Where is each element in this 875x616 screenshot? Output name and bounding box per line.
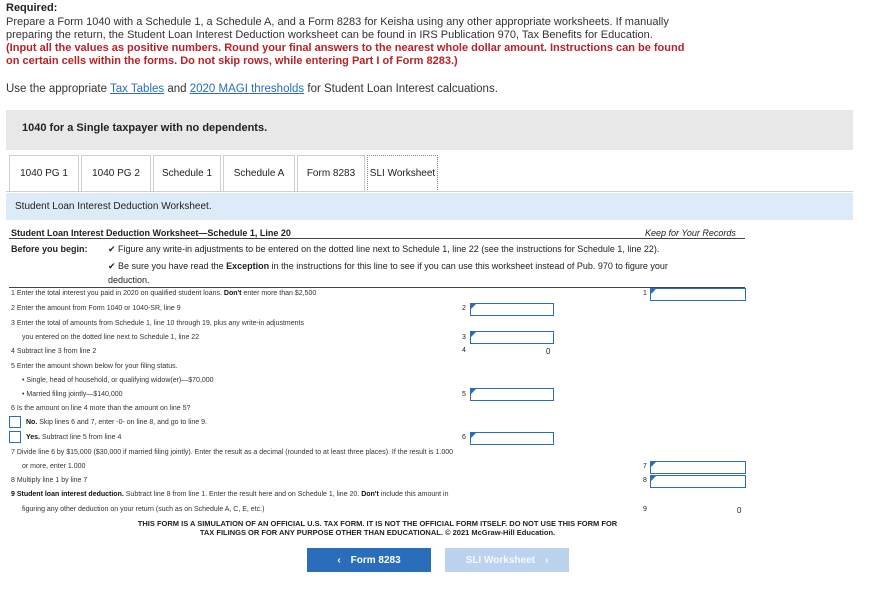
reference-mid: and bbox=[167, 83, 187, 95]
line-3-text-b: you entered on the dotted line next to Schedule 1, line 22 bbox=[22, 334, 200, 341]
line-7-text-b: or more, enter 1.000 bbox=[22, 463, 86, 470]
chevron-right-icon: › bbox=[544, 554, 549, 566]
tab-form-8283[interactable]: Form 8283 bbox=[297, 155, 365, 192]
before-check-2-cont: deduction. bbox=[108, 275, 150, 285]
line-8-number: 8 bbox=[643, 477, 647, 484]
line-6-text: 6 Is the amount on line 4 more than the amount on line 5? bbox=[11, 405, 191, 412]
line-6-yes-text: Subtract line 5 from line 4 bbox=[41, 434, 122, 441]
worksheet-top-rule bbox=[9, 238, 745, 239]
line-9-text-c: Subtract line 8 from line 1. Enter the result here and on Schedule 1, line 20. bbox=[125, 491, 360, 498]
line-9-text-cont: figuring any other deduction on your return (such as on Schedule A, C, E, etc.) bbox=[22, 506, 265, 513]
line-6-no-checkbox[interactable] bbox=[9, 416, 21, 428]
previous-form-8283-button[interactable] bbox=[307, 548, 431, 572]
line-6-no-label bbox=[26, 419, 207, 426]
line-4-number: 4 bbox=[462, 347, 466, 354]
line-1-dont: Don't bbox=[223, 290, 242, 297]
tab-divider bbox=[6, 191, 853, 192]
reference-suffix: for Student Loan Interest calcuations. bbox=[307, 83, 498, 95]
line-9-dont: Don't bbox=[361, 491, 379, 498]
tab-1040-pg-1[interactable]: 1040 PG 1 bbox=[9, 155, 79, 192]
scenario-caption-box bbox=[6, 110, 853, 150]
tax-tables-link[interactable]: Tax Tables bbox=[110, 83, 165, 95]
line-6-input[interactable] bbox=[470, 432, 554, 445]
line-1-input[interactable] bbox=[650, 288, 746, 301]
line-9-label-num: 9 bbox=[11, 491, 15, 498]
chevron-left-icon: ‹ bbox=[337, 554, 341, 566]
tab-schedule-1[interactable]: Schedule 1 bbox=[153, 155, 221, 192]
worksheet-title: Student Loan Interest Deduction Worksheet—Schedule 1, Line 20 bbox=[11, 228, 291, 238]
tab-sli-worksheet[interactable]: SLI Worksheet bbox=[367, 155, 438, 192]
keep-for-records: Keep for Your Records bbox=[645, 228, 736, 238]
reference-links-line bbox=[6, 83, 498, 95]
line-5-option-single: • Single, head of household, or qualifying widow(er)—$70,000 bbox=[22, 377, 214, 384]
line-3-number: 3 bbox=[462, 334, 466, 341]
line-7-number: 7 bbox=[643, 463, 647, 470]
line-2-text: 2 Enter the amount from Form 1040 or 1040-SR, line 9 bbox=[11, 305, 181, 312]
line-4-text: 4 Subtract line 3 from line 2 bbox=[11, 348, 97, 355]
line-6-yes: Yes. bbox=[26, 434, 41, 441]
line-4-value: 0 bbox=[546, 347, 551, 356]
line-6-number: 6 bbox=[462, 434, 466, 441]
line-3-input[interactable] bbox=[470, 331, 554, 344]
line-9-number: 9 bbox=[643, 506, 647, 513]
line-8-input[interactable] bbox=[650, 475, 746, 488]
worksheet-rule bbox=[9, 287, 745, 288]
line-1-text bbox=[11, 290, 316, 297]
line-5-option-married: • Married filing jointly—$140,000 bbox=[22, 391, 123, 398]
check2-text-a: ✔ Be sure you have read the bbox=[108, 261, 224, 271]
required-heading: Required: bbox=[6, 2, 58, 14]
check2-exception: Exception bbox=[226, 261, 270, 271]
line-1-text-a: 1 Enter the total interest you paid in 2020 on qualified student loans. bbox=[11, 290, 222, 297]
line-6-yes-checkbox[interactable] bbox=[9, 431, 21, 443]
instructions-line-2: preparing the return, the Student Loan Interest Deduction worksheet can be found in IRS Publication 970, Tax Benefits for Education. bbox=[6, 29, 653, 41]
next-button-label: SLI Worksheet bbox=[465, 554, 535, 566]
line-9-value: 0 bbox=[737, 506, 742, 515]
reference-prefix: Use the appropriate bbox=[6, 83, 108, 95]
before-check-1: ✔ Figure any write-in adjustments to be entered on the dotted line next to Schedule 1, line 22 (see the instructions for Schedule 1, line 22). bbox=[108, 244, 660, 254]
line-1-number: 1 bbox=[643, 290, 647, 297]
line-6-yes-label bbox=[26, 434, 121, 441]
line-9-text-e: include this amount in bbox=[380, 491, 449, 498]
simulation-notice-1: THIS FORM IS A SIMULATION OF AN OFFICIAL U.S. TAX FORM. IT IS NOT THE OFFICIAL FORM ITSELF. DO NOT USE THIS FORM FOR bbox=[137, 519, 618, 528]
magi-thresholds-link[interactable]: 2020 MAGI thresholds bbox=[189, 83, 305, 95]
line-5-number: 5 bbox=[462, 391, 466, 398]
next-sli-worksheet-button[interactable] bbox=[445, 548, 569, 572]
tab-1040-pg-2[interactable]: 1040 PG 2 bbox=[81, 155, 151, 192]
section-title: Student Loan Interest Deduction Worksheet. bbox=[15, 201, 212, 212]
line-6-no-text: Skip lines 6 and 7, enter -0- on line 8, and go to line 9. bbox=[39, 419, 207, 426]
before-check-2 bbox=[108, 261, 668, 272]
instructions-note-line-1: (Input all the values as positive numbers. Round your final answers to the nearest whole dollar amount. Instructions can be found bbox=[6, 42, 685, 54]
line-2-number: 2 bbox=[462, 305, 466, 312]
scenario-caption: 1040 for a Single taxpayer with no dependents. bbox=[22, 122, 268, 134]
instructions-line-1: Prepare a Form 1040 with a Schedule 1, a Schedule A, and a Form 8283 for Keisha using any other appropriate worksheets. If manually bbox=[6, 16, 669, 28]
check2-text-c: in the instructions for this line to see if you can use this worksheet instead of Pub. 970 to figure your bbox=[271, 261, 668, 271]
simulation-notice-2: TAX FILINGS OR FOR ANY PURPOSE OTHER THAN EDUCATIONAL. © 2021 McGraw-Hill Education. bbox=[199, 528, 556, 537]
line-3-text-a: 3 Enter the total of amounts from Schedule 1, line 10 through 19, plus any write-in adjustments bbox=[11, 320, 304, 327]
line-5-input[interactable] bbox=[470, 388, 554, 401]
before-you-begin-label: Before you begin: bbox=[11, 244, 88, 254]
line-7-text-a: 7 Divide line 6 by $15,000 ($30,000 if married filing jointly). Enter the result as a decimal (rounded to at least three places). If the result is 1.000 bbox=[11, 449, 454, 456]
tab-schedule-a[interactable]: Schedule A bbox=[223, 155, 295, 192]
line-9-text bbox=[11, 491, 448, 498]
line-2-input[interactable] bbox=[470, 303, 554, 316]
line-9-heading: Student loan interest deduction. bbox=[16, 491, 124, 498]
line-8-text: 8 Multiply line 1 by line 7 bbox=[11, 477, 88, 484]
line-5-text: 5 Enter the amount shown below for your filing status. bbox=[11, 363, 178, 370]
line-1-text-c: enter more than $2,500 bbox=[243, 290, 317, 297]
line-7-input[interactable] bbox=[650, 461, 746, 474]
section-header bbox=[6, 193, 853, 220]
instructions-note-line-2: on certain cells within the forms. Do not skip rows, while entering Part I of Form 8283.) bbox=[6, 55, 458, 67]
previous-button-label: Form 8283 bbox=[350, 554, 401, 566]
line-6-no: No. bbox=[26, 419, 38, 426]
